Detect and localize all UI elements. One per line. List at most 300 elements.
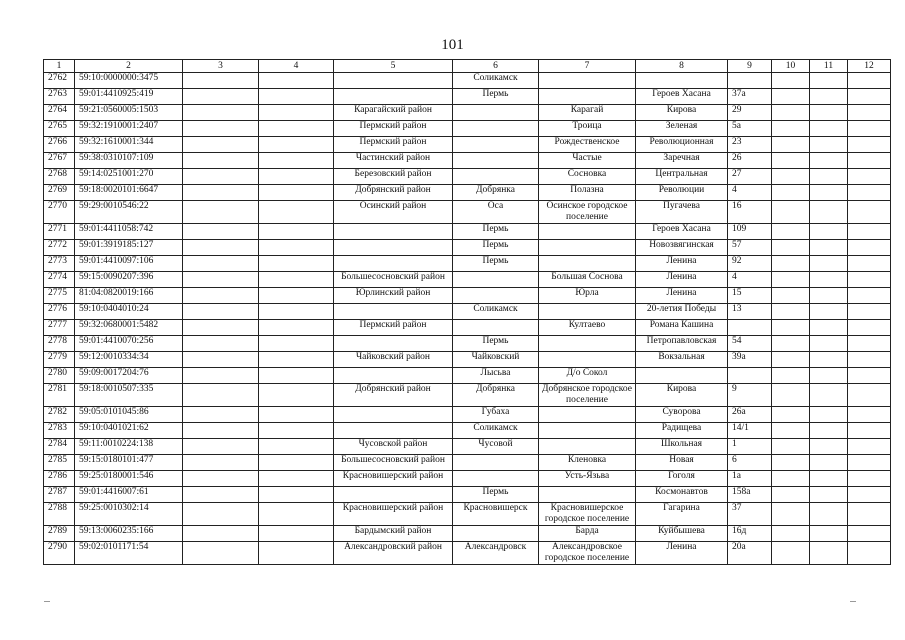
settlement-cell xyxy=(539,224,636,240)
column-10-cell xyxy=(772,542,810,565)
column-4-cell xyxy=(259,153,334,169)
column-11-cell xyxy=(810,423,848,439)
row-number-cell: 2771 xyxy=(44,224,75,240)
column-11-cell xyxy=(810,272,848,288)
street-cell: Гагарина xyxy=(636,503,728,526)
cadastral-number-cell: 59:01:4410070:256 xyxy=(75,336,183,352)
column-12-cell xyxy=(848,503,891,526)
column-11-cell xyxy=(810,336,848,352)
district-cell: Пермский район xyxy=(334,121,453,137)
column-3-cell xyxy=(183,407,259,423)
house-number-cell: 54 xyxy=(728,336,772,352)
settlement-cell: Добрянское городское поселение xyxy=(539,384,636,407)
column-4-cell xyxy=(259,542,334,565)
settlement-cell: Троица xyxy=(539,121,636,137)
street-cell: Ленина xyxy=(636,272,728,288)
settlement-cell: Осинское городское поселение xyxy=(539,201,636,224)
cadastral-number-cell: 59:29:0010546:22 xyxy=(75,201,183,224)
street-cell: Суворова xyxy=(636,407,728,423)
house-number-cell: 37 xyxy=(728,503,772,526)
cadastral-number-cell: 59:10:0404010:24 xyxy=(75,304,183,320)
column-4-cell xyxy=(259,272,334,288)
house-number-cell: 27 xyxy=(728,169,772,185)
column-11-cell xyxy=(810,256,848,272)
row-number-cell: 2769 xyxy=(44,185,75,201)
house-number-cell: 1а xyxy=(728,471,772,487)
row-number-cell: 2776 xyxy=(44,304,75,320)
row-number-cell: 2786 xyxy=(44,471,75,487)
row-number-cell: 2763 xyxy=(44,89,75,105)
column-4-cell xyxy=(259,471,334,487)
city-cell xyxy=(453,105,539,121)
house-number-cell: 13 xyxy=(728,304,772,320)
cadastral-number-cell: 59:10:0401021:62 xyxy=(75,423,183,439)
column-header: 12 xyxy=(848,60,891,73)
column-11-cell xyxy=(810,487,848,503)
city-cell: Чайковский xyxy=(453,352,539,368)
column-4-cell xyxy=(259,121,334,137)
street-cell: Вокзальная xyxy=(636,352,728,368)
street-cell: Радищева xyxy=(636,423,728,439)
column-header: 8 xyxy=(636,60,728,73)
house-number-cell: 16 xyxy=(728,201,772,224)
row-number-cell: 2788 xyxy=(44,503,75,526)
column-10-cell xyxy=(772,352,810,368)
row-number-cell: 2779 xyxy=(44,352,75,368)
row-number-cell: 2773 xyxy=(44,256,75,272)
district-cell xyxy=(334,256,453,272)
cadastral-number-cell: 81:04:0820019:166 xyxy=(75,288,183,304)
house-number-cell: 5а xyxy=(728,121,772,137)
column-10-cell xyxy=(772,503,810,526)
column-12-cell xyxy=(848,439,891,455)
cadastral-number-cell: 59:18:0020101:6647 xyxy=(75,185,183,201)
column-12-cell xyxy=(848,352,891,368)
table-row xyxy=(44,503,891,526)
cadastral-number-cell: 59:15:0090207:396 xyxy=(75,272,183,288)
column-10-cell xyxy=(772,224,810,240)
column-11-cell xyxy=(810,288,848,304)
column-12-cell xyxy=(848,224,891,240)
house-number-cell: 9 xyxy=(728,384,772,407)
table-row xyxy=(44,256,891,272)
settlement-cell xyxy=(539,89,636,105)
row-number-cell: 2787 xyxy=(44,487,75,503)
column-12-cell xyxy=(848,304,891,320)
row-number-cell: 2768 xyxy=(44,169,75,185)
settlement-cell: Усть-Язьва xyxy=(539,471,636,487)
column-3-cell xyxy=(183,153,259,169)
district-cell: Большесосновский район xyxy=(334,272,453,288)
column-11-cell xyxy=(810,439,848,455)
column-12-cell xyxy=(848,288,891,304)
column-10-cell xyxy=(772,487,810,503)
street-cell: Романа Кашина xyxy=(636,320,728,336)
column-3-cell xyxy=(183,487,259,503)
column-10-cell xyxy=(772,240,810,256)
column-4-cell xyxy=(259,455,334,471)
column-10-cell xyxy=(772,153,810,169)
column-4-cell xyxy=(259,503,334,526)
column-11-cell xyxy=(810,137,848,153)
city-cell xyxy=(453,526,539,542)
cadastral-number-cell: 59:38:0310107:109 xyxy=(75,153,183,169)
column-10-cell xyxy=(772,256,810,272)
cadastral-number-cell: 59:01:4410925:419 xyxy=(75,89,183,105)
column-4-cell xyxy=(259,137,334,153)
scan-mark xyxy=(44,601,50,602)
column-10-cell xyxy=(772,121,810,137)
column-4-cell xyxy=(259,169,334,185)
column-12-cell xyxy=(848,121,891,137)
house-number-cell: 37а xyxy=(728,89,772,105)
settlement-cell: Д/о Сокол xyxy=(539,368,636,384)
settlement-cell: Красновишерское городское поселение xyxy=(539,503,636,526)
column-12-cell xyxy=(848,169,891,185)
column-11-cell xyxy=(810,201,848,224)
cadastral-number-cell: 59:18:0010507:335 xyxy=(75,384,183,407)
column-12-cell xyxy=(848,455,891,471)
city-cell xyxy=(453,121,539,137)
column-10-cell xyxy=(772,471,810,487)
street-cell: Петропавловская xyxy=(636,336,728,352)
table-row xyxy=(44,352,891,368)
column-10-cell xyxy=(772,384,810,407)
house-number-cell xyxy=(728,320,772,336)
column-12-cell xyxy=(848,368,891,384)
column-10-cell xyxy=(772,336,810,352)
city-cell xyxy=(453,272,539,288)
table-row xyxy=(44,73,891,89)
cadastral-number-cell: 59:01:4410097:106 xyxy=(75,256,183,272)
street-cell: Ленина xyxy=(636,256,728,272)
row-number-cell: 2780 xyxy=(44,368,75,384)
street-cell: Революции xyxy=(636,185,728,201)
column-11-cell xyxy=(810,503,848,526)
header-row xyxy=(44,60,891,73)
house-number-cell: 92 xyxy=(728,256,772,272)
table-row xyxy=(44,407,891,423)
column-11-cell xyxy=(810,89,848,105)
cadastral-number-cell: 59:21:0560005:1503 xyxy=(75,105,183,121)
row-number-cell: 2782 xyxy=(44,407,75,423)
city-cell: Пермь xyxy=(453,224,539,240)
column-3-cell xyxy=(183,384,259,407)
column-3-cell xyxy=(183,503,259,526)
district-cell xyxy=(334,240,453,256)
column-4-cell xyxy=(259,201,334,224)
house-number-cell: 158а xyxy=(728,487,772,503)
column-10-cell xyxy=(772,288,810,304)
column-header: 2 xyxy=(75,60,183,73)
settlement-cell: Барда xyxy=(539,526,636,542)
column-3-cell xyxy=(183,542,259,565)
table-row xyxy=(44,526,891,542)
street-cell: Героев Хасана xyxy=(636,89,728,105)
column-10-cell xyxy=(772,185,810,201)
column-3-cell xyxy=(183,471,259,487)
column-12-cell xyxy=(848,256,891,272)
column-12-cell xyxy=(848,201,891,224)
district-cell xyxy=(334,487,453,503)
street-cell: Гоголя xyxy=(636,471,728,487)
street-cell: Ленина xyxy=(636,288,728,304)
row-number-cell: 2764 xyxy=(44,105,75,121)
row-number-cell: 2781 xyxy=(44,384,75,407)
settlement-cell xyxy=(539,304,636,320)
house-number-cell xyxy=(728,368,772,384)
table-row xyxy=(44,487,891,503)
column-12-cell xyxy=(848,185,891,201)
street-cell: Новая xyxy=(636,455,728,471)
city-cell xyxy=(453,153,539,169)
column-4-cell xyxy=(259,352,334,368)
column-11-cell xyxy=(810,471,848,487)
city-cell: Александровск xyxy=(453,542,539,565)
house-number-cell: 4 xyxy=(728,272,772,288)
table-body xyxy=(44,73,891,565)
street-cell: Центральная xyxy=(636,169,728,185)
street-cell xyxy=(636,368,728,384)
column-4-cell xyxy=(259,105,334,121)
column-4-cell xyxy=(259,89,334,105)
street-cell: Космонавтов xyxy=(636,487,728,503)
city-cell: Соликамск xyxy=(453,423,539,439)
house-number-cell: 4 xyxy=(728,185,772,201)
city-cell: Пермь xyxy=(453,89,539,105)
column-3-cell xyxy=(183,272,259,288)
house-number-cell: 26 xyxy=(728,153,772,169)
city-cell: Лысьва xyxy=(453,368,539,384)
column-12-cell xyxy=(848,487,891,503)
column-header: 7 xyxy=(539,60,636,73)
settlement-cell xyxy=(539,73,636,89)
city-cell: Пермь xyxy=(453,256,539,272)
cadastral-number-cell: 59:14:0251001:270 xyxy=(75,169,183,185)
column-10-cell xyxy=(772,407,810,423)
column-10-cell xyxy=(772,137,810,153)
cadastral-number-cell: 59:09:0017204:76 xyxy=(75,368,183,384)
cadastral-number-cell: 59:25:0010302:14 xyxy=(75,503,183,526)
street-cell: Кирова xyxy=(636,105,728,121)
table-row xyxy=(44,336,891,352)
settlement-cell: Култаево xyxy=(539,320,636,336)
cadastral-number-cell: 59:32:1910001:2407 xyxy=(75,121,183,137)
column-12-cell xyxy=(848,526,891,542)
settlement-cell xyxy=(539,336,636,352)
column-3-cell xyxy=(183,169,259,185)
column-11-cell xyxy=(810,526,848,542)
column-12-cell xyxy=(848,137,891,153)
column-4-cell xyxy=(259,73,334,89)
settlement-cell: Рождественское xyxy=(539,137,636,153)
column-10-cell xyxy=(772,73,810,89)
cadastral-number-cell: 59:01:3919185:127 xyxy=(75,240,183,256)
city-cell: Добрянка xyxy=(453,384,539,407)
table-row xyxy=(44,185,891,201)
cadastral-number-cell: 59:25:0180001:546 xyxy=(75,471,183,487)
district-cell: Красновишерский район xyxy=(334,503,453,526)
registry-table xyxy=(43,59,891,565)
column-4-cell xyxy=(259,288,334,304)
district-cell xyxy=(334,73,453,89)
table-row xyxy=(44,304,891,320)
table-row xyxy=(44,455,891,471)
column-4-cell xyxy=(259,384,334,407)
column-3-cell xyxy=(183,224,259,240)
column-3-cell xyxy=(183,352,259,368)
house-number-cell: 109 xyxy=(728,224,772,240)
settlement-cell xyxy=(539,423,636,439)
column-11-cell xyxy=(810,121,848,137)
house-number-cell xyxy=(728,73,772,89)
table-row xyxy=(44,384,891,407)
row-number-cell: 2767 xyxy=(44,153,75,169)
column-4-cell xyxy=(259,368,334,384)
settlement-cell xyxy=(539,352,636,368)
column-header: 4 xyxy=(259,60,334,73)
column-11-cell xyxy=(810,407,848,423)
settlement-cell xyxy=(539,407,636,423)
street-cell: Героев Хасана xyxy=(636,224,728,240)
settlement-cell xyxy=(539,487,636,503)
city-cell: Губаха xyxy=(453,407,539,423)
city-cell xyxy=(453,471,539,487)
column-3-cell xyxy=(183,256,259,272)
column-11-cell xyxy=(810,542,848,565)
table-row xyxy=(44,439,891,455)
column-10-cell xyxy=(772,455,810,471)
column-10-cell xyxy=(772,272,810,288)
column-10-cell xyxy=(772,439,810,455)
table-row xyxy=(44,89,891,105)
cadastral-number-cell: 59:01:4411058:742 xyxy=(75,224,183,240)
column-4-cell xyxy=(259,320,334,336)
column-4-cell xyxy=(259,256,334,272)
table-row xyxy=(44,368,891,384)
table-row xyxy=(44,272,891,288)
row-number-cell: 2785 xyxy=(44,455,75,471)
column-12-cell xyxy=(848,336,891,352)
column-4-cell xyxy=(259,407,334,423)
district-cell: Березовский район xyxy=(334,169,453,185)
district-cell: Карагайский район xyxy=(334,105,453,121)
city-cell: Чусовой xyxy=(453,439,539,455)
column-12-cell xyxy=(848,384,891,407)
table-row xyxy=(44,240,891,256)
column-3-cell xyxy=(183,105,259,121)
row-number-cell: 2783 xyxy=(44,423,75,439)
house-number-cell: 15 xyxy=(728,288,772,304)
cadastral-number-cell: 59:13:0060235:166 xyxy=(75,526,183,542)
column-header: 5 xyxy=(334,60,453,73)
column-4-cell xyxy=(259,526,334,542)
city-cell: Пермь xyxy=(453,487,539,503)
column-header: 10 xyxy=(772,60,810,73)
district-cell: Пермский район xyxy=(334,137,453,153)
district-cell: Бардымский район xyxy=(334,526,453,542)
city-cell: Пермь xyxy=(453,240,539,256)
column-11-cell xyxy=(810,169,848,185)
street-cell: Кирова xyxy=(636,384,728,407)
settlement-cell: Частые xyxy=(539,153,636,169)
column-4-cell xyxy=(259,224,334,240)
column-10-cell xyxy=(772,304,810,320)
table-row xyxy=(44,153,891,169)
house-number-cell: 14/1 xyxy=(728,423,772,439)
row-number-cell: 2774 xyxy=(44,272,75,288)
district-cell: Добрянский район xyxy=(334,185,453,201)
settlement-cell xyxy=(539,240,636,256)
settlement-cell: Большая Соснова xyxy=(539,272,636,288)
column-3-cell xyxy=(183,288,259,304)
column-12-cell xyxy=(848,73,891,89)
column-header: 3 xyxy=(183,60,259,73)
column-11-cell xyxy=(810,352,848,368)
cadastral-number-cell: 59:32:1610001:344 xyxy=(75,137,183,153)
column-3-cell xyxy=(183,240,259,256)
house-number-cell: 16д xyxy=(728,526,772,542)
settlement-cell: Сосновка xyxy=(539,169,636,185)
column-header: 6 xyxy=(453,60,539,73)
column-3-cell xyxy=(183,304,259,320)
column-12-cell xyxy=(848,542,891,565)
row-number-cell: 2772 xyxy=(44,240,75,256)
street-cell: Пугачева xyxy=(636,201,728,224)
settlement-cell: Кленовка xyxy=(539,455,636,471)
column-3-cell xyxy=(183,89,259,105)
column-10-cell xyxy=(772,526,810,542)
cadastral-number-cell: 59:05:0101045:86 xyxy=(75,407,183,423)
column-header: 1 xyxy=(44,60,75,73)
column-11-cell xyxy=(810,304,848,320)
column-3-cell xyxy=(183,320,259,336)
column-10-cell xyxy=(772,368,810,384)
city-cell: Оса xyxy=(453,201,539,224)
column-3-cell xyxy=(183,121,259,137)
table-row xyxy=(44,471,891,487)
cadastral-number-cell: 59:12:0010334:34 xyxy=(75,352,183,368)
street-cell: Новозвягинская xyxy=(636,240,728,256)
street-cell: Заречная xyxy=(636,153,728,169)
table-row xyxy=(44,105,891,121)
table-row xyxy=(44,169,891,185)
table-row xyxy=(44,121,891,137)
district-cell: Александровский район xyxy=(334,542,453,565)
table-row xyxy=(44,423,891,439)
column-3-cell xyxy=(183,73,259,89)
street-cell: Ленина xyxy=(636,542,728,565)
row-number-cell: 2775 xyxy=(44,288,75,304)
city-cell: Пермь xyxy=(453,336,539,352)
column-11-cell xyxy=(810,224,848,240)
column-header: 11 xyxy=(810,60,848,73)
column-11-cell xyxy=(810,384,848,407)
table-row xyxy=(44,542,891,565)
district-cell: Добрянский район xyxy=(334,384,453,407)
district-cell: Большесосновский район xyxy=(334,455,453,471)
city-cell: Соликамск xyxy=(453,73,539,89)
city-cell xyxy=(453,288,539,304)
district-cell: Красновишерский район xyxy=(334,471,453,487)
city-cell: Красновишерск xyxy=(453,503,539,526)
column-3-cell xyxy=(183,455,259,471)
house-number-cell: 39а xyxy=(728,352,772,368)
column-10-cell xyxy=(772,89,810,105)
row-number-cell: 2777 xyxy=(44,320,75,336)
column-4-cell xyxy=(259,304,334,320)
cadastral-number-cell: 59:10:0000000:3475 xyxy=(75,73,183,89)
